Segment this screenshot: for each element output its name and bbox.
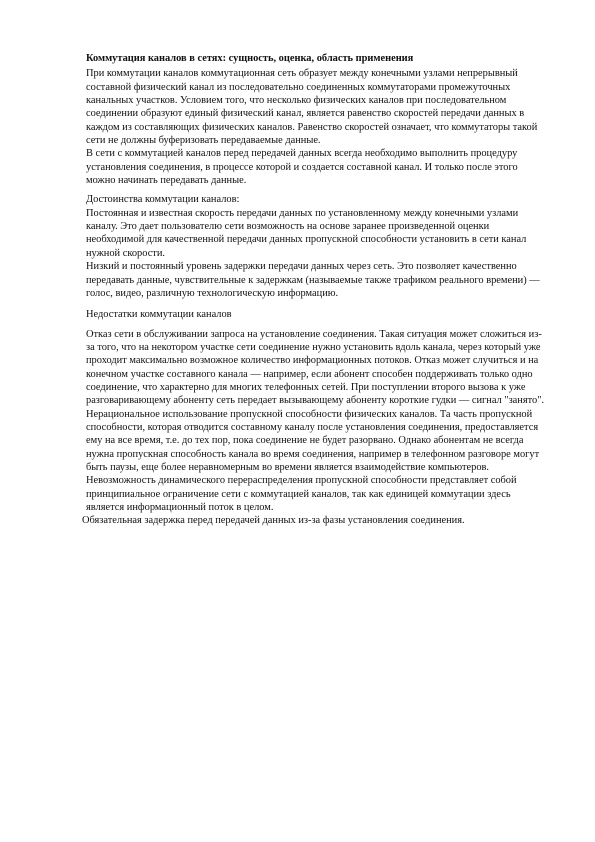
disadvantage-paragraph: Обязательная задержка перед передачей данных из-за фазы установления соединения. (82, 515, 465, 527)
document-title: Коммутация каналов в сетях: сущность, оценка, область применения (86, 53, 414, 64)
disadvantage-paragraph: Нерациональное использование пропускной способности физических каналов. Та часть пропускной способности, которая отводится составному каналу после установления соединения, предоставляется ему на все время, т.е. до тех пор, пока соединение не будет разорвано. Однако абонентам не всегда нужна пропускная способность канала во время соединения, например в телефонном разговоре могут быть паузы, еще более неравномерным во времени является взаимодействие компьютеров. Невозможность динамического перераспределения пропускной способности представляет собой принципиальное ограничение сети с коммутацией каналов, так как единицей коммутации здесь является информационный поток в целом. (86, 408, 540, 513)
document-page (82, 52, 546, 528)
intro-paragraph: При коммутации каналов коммутационная сеть образует между конечными узлами непрерывный составной физический канал из последовательно соединенных коммутаторами промежуточных канальных участков. Условием того, что несколько физических каналов при последовательном соединении образуют единый физический канал, является равенство скоростей передачи данных в каждом из составляющих физических каналов. Равенство скоростей означает, что коммутаторы такой сети не должны буферизовать передаваемые данные. (86, 68, 538, 147)
disadvantage-paragraph: Отказ сети в обслуживании запроса на установление соединения. Такая ситуация может сложиться из-за того, что на некотором участке сети соединение нужно установить вдоль канала, через который уже проходит максимально возможное количество информационных потоков. Отказ может случиться и на конечном участке составного канала — например, если абонент способен поддерживать только одно соединение, что характерно для многих телефонных сетей. При поступлении второго вызова к уже разговаривающему абоненту сеть передает вызывающему абоненту короткие гудки — сигнал "занято". (86, 328, 545, 407)
advantages-heading: Достоинства коммутации каналов: (86, 194, 240, 206)
disadvantages-heading: Недостатки коммутации каналов (86, 309, 232, 321)
advantage-paragraph: Низкий и постоянный уровень задержки передачи данных через сеть. Это позволяет качественно передавать данные, чувствительные к задержкам (называемые также трафиком реального времени) — голос, видео, различную технологическую информацию. (86, 261, 540, 299)
advantage-paragraph: Постоянная и известная скорость передачи данных по установленному между конечными узлами каналу. Это дает пользователю сети возможность на основе заранее произведенной оценки необходимой для качественной передачи данных пропускной способности установить в сети канал нужной скорости. (86, 207, 527, 259)
intro-paragraph: В сети с коммутацией каналов перед передачей данных всегда необходимо выполнить процедуру установления соединения, в процессе которой и создается составной канал. И только после этого можно начинать передавать данные. (86, 148, 518, 187)
